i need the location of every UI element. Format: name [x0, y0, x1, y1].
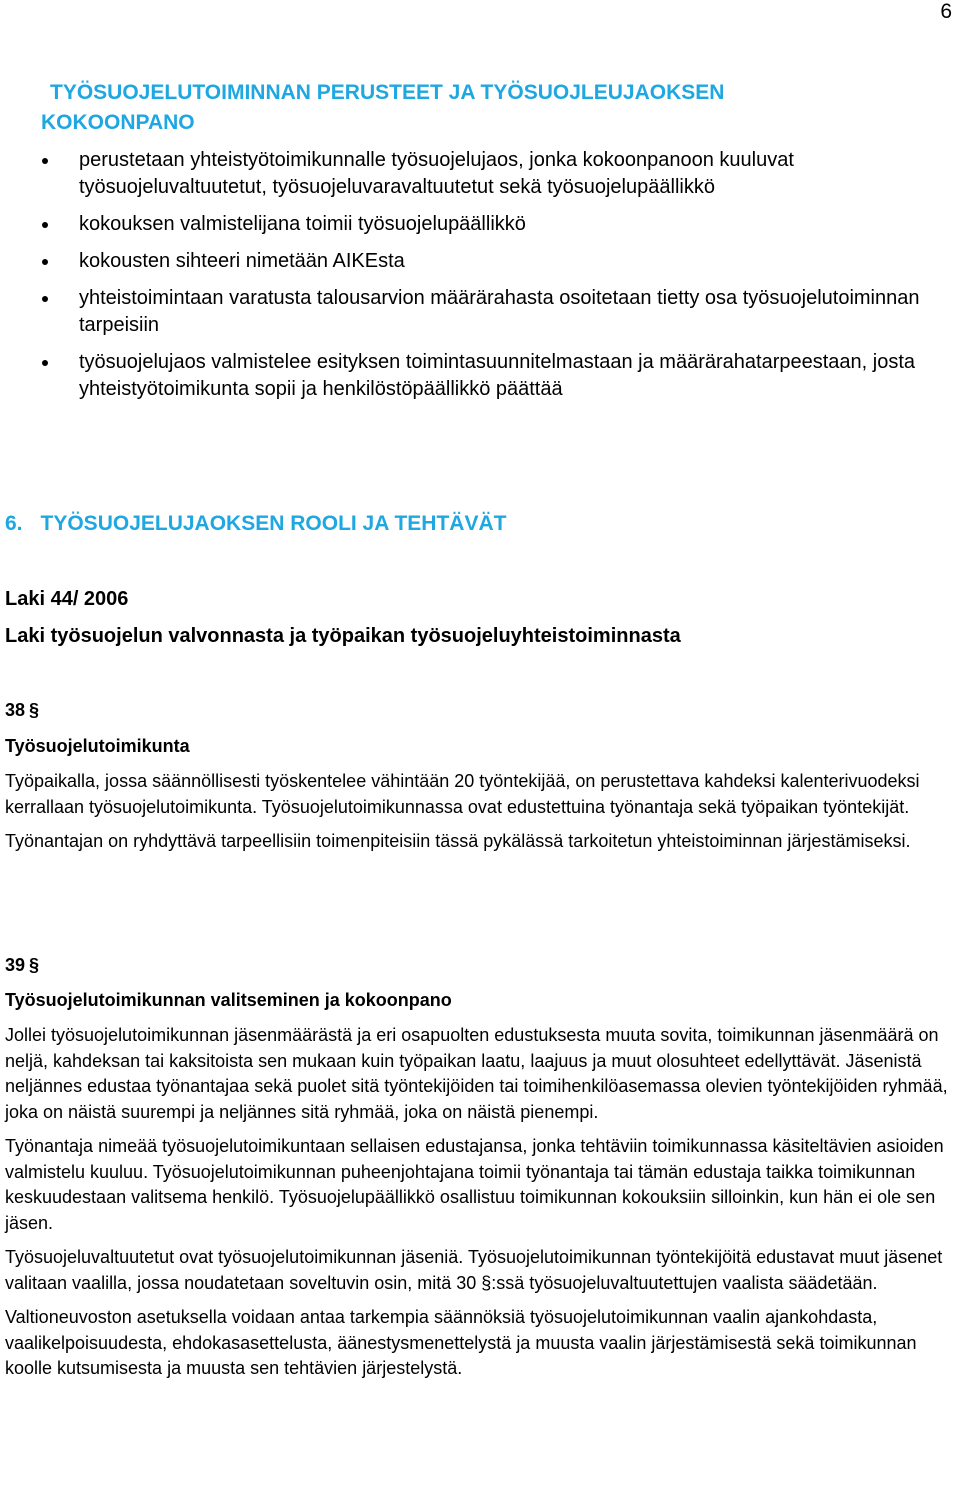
list-item — [42, 349, 922, 403]
section-number: 6. — [5, 512, 23, 535]
paragraph-text: Jollei työsuojelutoimikunnan jäsenmäärästä ja eri osapuolten edustuksesta muuta sovita, toimikunnan jäsenmäärä on neljä, kahdeksan tai kaksitoista sen mukaan kuin työpaikan laatu, laajuus ja muut olosuhteet edellyttävät. Jäsenistä neljännes edustaa työnantajaa sekä puolet sitä työntekijöiden tai toimihenkilöasemassa olevien työntekijöiden ryhmää, joka on näistä suurempi ja neljännes sitä ryhmää, joka on näistä pienempi. — [5, 1025, 948, 1122]
list-item-text: yhteistoimintaan varatusta talousarvion määrärahasta osoitetaan tietty osa työsuojelutoiminnan tarpeisiin — [79, 287, 920, 336]
paragraph-39-number — [5, 952, 39, 978]
list-item-text: kokouksen valmistelijana toimii työsuojelupäällikkö — [79, 213, 526, 235]
list-item — [42, 147, 922, 201]
paragraph-39-title: Työsuojelutoimikunnan valitseminen ja kokoonpano — [5, 990, 452, 1010]
paragraph-38-title: Työsuojelutoimikunta — [5, 736, 190, 756]
section-symbol-icon: § — [29, 700, 40, 720]
paragraph-38-body — [5, 769, 950, 864]
list-item-text: kokousten sihteeri nimetään AIKEsta — [79, 250, 405, 272]
bullet-list — [42, 147, 922, 413]
page-number: 6 — [940, 0, 952, 23]
paragraph-text: Työpaikalla, jossa säännöllisesti työskentelee vähintään 20 työntekijää, on perustettava kahdeksi kalenterivuodeksi kerrallaan työsuojelutoimikunta. Työsuojelutoimikunnassa ovat edustettuina työnantaja sekä työpaikan työntekijät. — [5, 771, 920, 817]
paragraph-text: Valtioneuvoston asetuksella voidaan antaa tarkempia säännöksiä työsuojelutoimikunnan vaalin ajankohdasta, vaalikelpoisuudesta, ehdokasasettelusta, äänestysmenettelystä ja muusta vaalin järjestämisestä sekä toimikunnan koolle kutsumisesta ja muusta sen tehtävien järjestelystä. — [5, 1307, 917, 1378]
paragraph-text: Työnantaja nimeää työsuojelutoimikuntaan sellaisen edustajansa, jonka tehtäviin toimikunnassa käsiteltävien asioiden valmistelu kuuluu. Työsuojelutoimikunnan puheenjohtajana toimii työnantaja tai tämän edustaja taikka toimikunnan keskuudestaan valitsema henkilö. Työsuojelupäällikkö osallistuu toimikunnan kokouksiin silloinkin, kun hän ei ole sen jäsen. — [5, 1136, 944, 1233]
list-item-text: perustetaan yhteistyötoimikunnalle työsuojelujaos, jonka kokoonpanoon kuuluvat työsuojeluvaltuutetut, työsuojeluvaravaltuutetut sekä työsuojelupäällikkö — [79, 149, 794, 198]
bullet-icon — [42, 259, 48, 265]
paragraph-number: 38 — [5, 700, 26, 720]
section-title: TYÖSUOJELUJAOKSEN ROOLI JA TEHTÄVÄT — [40, 512, 507, 535]
paragraph-number: 39 — [5, 955, 26, 975]
list-item — [42, 248, 922, 275]
law-reference: Laki 44/ 2006 — [5, 588, 129, 610]
list-item — [42, 285, 922, 339]
list-item — [42, 211, 922, 238]
top-heading-line-1: TYÖSUOJELUTOIMINNAN PERUSTEET JA TYÖSUOJLEUJAOKSEN — [50, 81, 725, 104]
section-symbol-icon: § — [29, 955, 40, 975]
paragraph-38-number — [5, 697, 39, 723]
bullet-icon — [42, 360, 48, 366]
paragraph-39-body — [5, 1023, 950, 1391]
bullet-icon — [42, 222, 48, 228]
list-item-text: työsuojelujaos valmistelee esityksen toimintasuunnitelmastaan ja määrärahatarpeestaan, josta yhteistyötoimikunta sopii ja henkilöstöpäällikkö päättää — [79, 351, 916, 400]
bullet-icon — [42, 296, 48, 302]
section-heading — [5, 509, 506, 539]
law-title: Laki työsuojelun valvonnasta ja työpaikan työsuojeluyhteistoiminnasta — [5, 625, 681, 647]
top-heading-line-2: KOKOONPANO — [41, 111, 195, 134]
paragraph-text: Työsuojeluvaltuutetut ovat työsuojelutoimikunnan jäseniä. Työsuojelutoimikunnan työntekijöitä edustavat muut jäsenet valitaan vaalilla, jossa noudatetaan soveltuvin osin, mitä 30 §:ssä työsuojeluvaltuutettujen vaalista säädetään. — [5, 1247, 943, 1293]
bullet-icon — [42, 158, 48, 164]
top-heading — [41, 78, 901, 138]
paragraph-text: Työnantajan on ryhdyttävä tarpeellisiin toimenpiteisiin tässä pykälässä tarkoitetun yhteistoiminnan järjestämiseksi. — [5, 831, 911, 851]
